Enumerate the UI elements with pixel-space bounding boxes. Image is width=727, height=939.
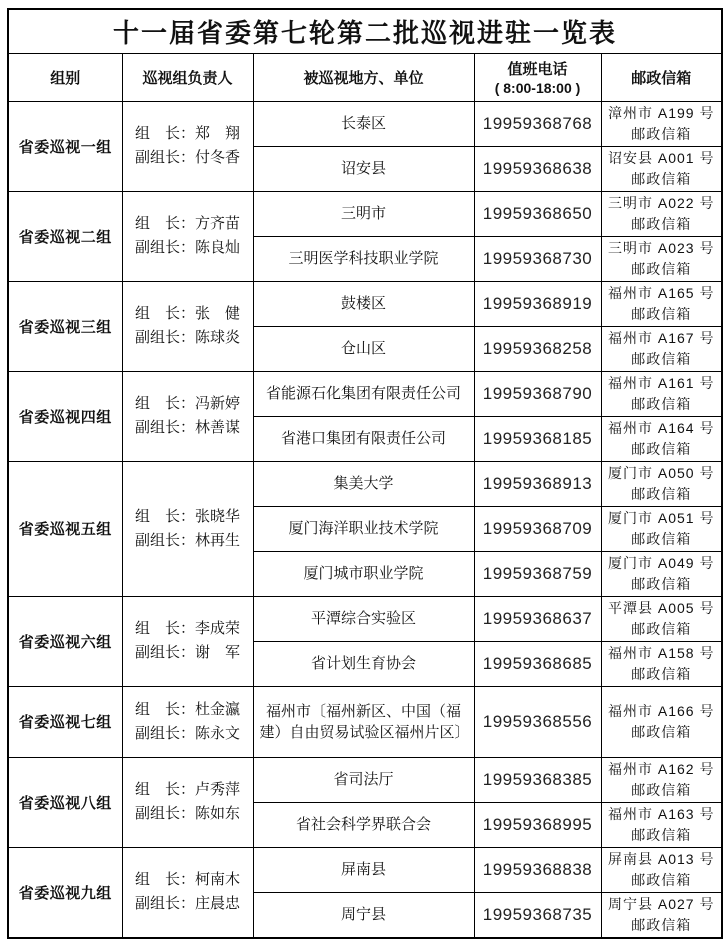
duty-phone: 19959368556 — [474, 686, 601, 757]
leader-lines — [135, 122, 240, 170]
deputy-leader: 副组长：谢 军 — [134, 644, 240, 661]
leader-lines — [135, 505, 240, 553]
duty-phone: 19959368919 — [474, 281, 601, 326]
leader-lines — [135, 392, 240, 440]
inspection-table — [7, 8, 723, 939]
postal-mailbox: 平潭县 A005 号 邮政信箱 — [601, 596, 722, 641]
duty-phone: 19959368685 — [474, 641, 601, 686]
group-name-cell: 省委巡视二组 — [8, 191, 122, 281]
postal-mailbox: 福州市 A166 号 邮政信箱 — [601, 686, 722, 757]
postal-mailbox: 福州市 A163 号 邮政信箱 — [601, 802, 722, 847]
deputy-leader: 副组长：陈永文 — [134, 724, 240, 742]
leader-lines — [135, 868, 240, 916]
duty-phone: 19959368768 — [474, 101, 601, 146]
duty-phone: 19959368735 — [474, 892, 601, 938]
leaders-cell — [122, 596, 253, 686]
group-name-cell: 省委巡视五组 — [8, 461, 122, 596]
table-row — [8, 596, 722, 641]
table-row — [8, 686, 722, 757]
table-row — [8, 191, 722, 236]
inspected-unit: 厦门海洋职业技术学院 — [253, 506, 474, 551]
postal-mailbox: 周宁县 A027 号 邮政信箱 — [601, 892, 722, 938]
group-name-cell: 省委巡视九组 — [8, 847, 122, 938]
group-leader: 组 长：张晓华 — [134, 507, 240, 525]
table-row — [8, 847, 722, 892]
inspected-unit: 鼓楼区 — [253, 281, 474, 326]
inspected-unit: 福州市〔福州新区、中国（福建）自由贸易试验区福州片区〕 — [253, 686, 474, 757]
inspected-unit: 屏南县 — [253, 847, 474, 892]
leader-lines — [135, 698, 240, 746]
group-name-cell: 省委巡视三组 — [8, 281, 122, 371]
leaders-cell — [122, 101, 253, 191]
table-row — [8, 101, 722, 146]
group-leader: 组 长：柯南木 — [134, 871, 240, 888]
table-body — [8, 101, 722, 938]
postal-mailbox: 三明市 A023 号 邮政信箱 — [601, 236, 722, 281]
postal-mailbox: 厦门市 A049 号 邮政信箱 — [601, 551, 722, 596]
group-leader: 组 长：卢秀萍 — [134, 781, 240, 798]
inspected-unit: 平潭综合实验区 — [253, 596, 474, 641]
group-name-cell: 省委巡视七组 — [8, 686, 122, 757]
group-leader: 组 长：张 健 — [134, 305, 240, 322]
table-row — [8, 281, 722, 326]
table-row — [8, 461, 722, 506]
deputy-leader: 副组长：陈如东 — [134, 805, 240, 822]
group-name-cell: 省委巡视四组 — [8, 371, 122, 461]
duty-phone: 19959368385 — [474, 757, 601, 802]
group-name-cell: 省委巡视一组 — [8, 101, 122, 191]
deputy-leader: 副组长：付冬香 — [134, 149, 240, 166]
leaders-cell — [122, 461, 253, 596]
column-header-leaders: 巡视组负责人 — [122, 53, 253, 101]
column-header-phone-label: 值班电话 — [507, 61, 568, 78]
inspected-unit: 诏安县 — [253, 146, 474, 191]
postal-mailbox: 福州市 A167 号 邮政信箱 — [601, 326, 722, 371]
leaders-cell — [122, 686, 253, 757]
table-row — [8, 371, 722, 416]
leader-lines — [135, 617, 240, 665]
postal-mailbox: 福州市 A162 号 邮政信箱 — [601, 757, 722, 802]
postal-mailbox: 福州市 A164 号 邮政信箱 — [601, 416, 722, 461]
duty-phone: 19959368759 — [474, 551, 601, 596]
postal-mailbox: 漳州市 A199 号 邮政信箱 — [601, 101, 722, 146]
duty-phone: 19959368913 — [474, 461, 601, 506]
group-name-cell: 省委巡视六组 — [8, 596, 122, 686]
column-header-phone — [474, 53, 601, 101]
leaders-cell — [122, 191, 253, 281]
duty-phone: 19959368790 — [474, 371, 601, 416]
postal-mailbox: 三明市 A022 号 邮政信箱 — [601, 191, 722, 236]
duty-phone: 19959368637 — [474, 596, 601, 641]
group-leader: 组 长：方齐苗 — [134, 215, 240, 232]
table-row — [8, 757, 722, 802]
leader-lines — [135, 212, 240, 260]
postal-mailbox: 厦门市 A051 号 邮政信箱 — [601, 506, 722, 551]
inspected-unit: 集美大学 — [253, 461, 474, 506]
postal-mailbox: 屏南县 A013 号 邮政信箱 — [601, 847, 722, 892]
postal-mailbox: 福州市 A165 号 邮政信箱 — [601, 281, 722, 326]
inspected-unit: 省司法厅 — [253, 757, 474, 802]
leader-lines — [135, 302, 240, 350]
column-header-phone-hours: ( 8:00-18:00 ) — [494, 80, 581, 96]
inspected-unit: 省社会科学界联合会 — [253, 802, 474, 847]
column-header-group: 组别 — [8, 53, 122, 101]
group-leader: 组 长：冯新婷 — [134, 395, 240, 412]
inspected-unit: 周宁县 — [253, 892, 474, 938]
leaders-cell — [122, 757, 253, 847]
page-title: 十一届省委第七轮第二批巡视进驻一览表 — [8, 9, 722, 53]
leaders-cell — [122, 281, 253, 371]
deputy-leader: 副组长：陈良灿 — [134, 239, 240, 256]
header-row — [8, 53, 722, 101]
postal-mailbox: 厦门市 A050 号 邮政信箱 — [601, 461, 722, 506]
group-leader: 组 长：郑 翔 — [134, 125, 240, 142]
inspected-unit: 省能源石化集团有限责任公司 — [253, 371, 474, 416]
leaders-cell — [122, 371, 253, 461]
deputy-leader: 副组长：林善谋 — [134, 419, 240, 436]
deputy-leader: 副组长：林再生 — [134, 531, 240, 549]
inspected-unit: 三明医学科技职业学院 — [253, 236, 474, 281]
duty-phone: 19959368709 — [474, 506, 601, 551]
inspected-unit: 长泰区 — [253, 101, 474, 146]
group-leader: 组 长：李成荣 — [134, 620, 240, 637]
deputy-leader: 副组长：庄晨忠 — [134, 895, 240, 912]
column-header-mailbox: 邮政信箱 — [601, 53, 722, 101]
duty-phone: 19959368995 — [474, 802, 601, 847]
postal-mailbox: 诏安县 A001 号 邮政信箱 — [601, 146, 722, 191]
group-leader: 组 长：杜金瀛 — [134, 700, 240, 718]
duty-phone: 19959368730 — [474, 236, 601, 281]
postal-mailbox: 福州市 A158 号 邮政信箱 — [601, 641, 722, 686]
inspected-unit: 省计划生育协会 — [253, 641, 474, 686]
duty-phone: 19959368638 — [474, 146, 601, 191]
column-header-unit: 被巡视地方、单位 — [253, 53, 474, 101]
duty-phone: 19959368185 — [474, 416, 601, 461]
group-name-cell: 省委巡视八组 — [8, 757, 122, 847]
title-row — [8, 9, 722, 53]
duty-phone: 19959368838 — [474, 847, 601, 892]
duty-phone: 19959368258 — [474, 326, 601, 371]
leader-lines — [135, 778, 240, 826]
duty-phone: 19959368650 — [474, 191, 601, 236]
deputy-leader: 副组长：陈球炎 — [134, 329, 240, 346]
inspected-unit: 省港口集团有限责任公司 — [253, 416, 474, 461]
inspected-unit: 厦门城市职业学院 — [253, 551, 474, 596]
leaders-cell — [122, 847, 253, 938]
postal-mailbox: 福州市 A161 号 邮政信箱 — [601, 371, 722, 416]
inspected-unit: 三明市 — [253, 191, 474, 236]
inspected-unit: 仓山区 — [253, 326, 474, 371]
